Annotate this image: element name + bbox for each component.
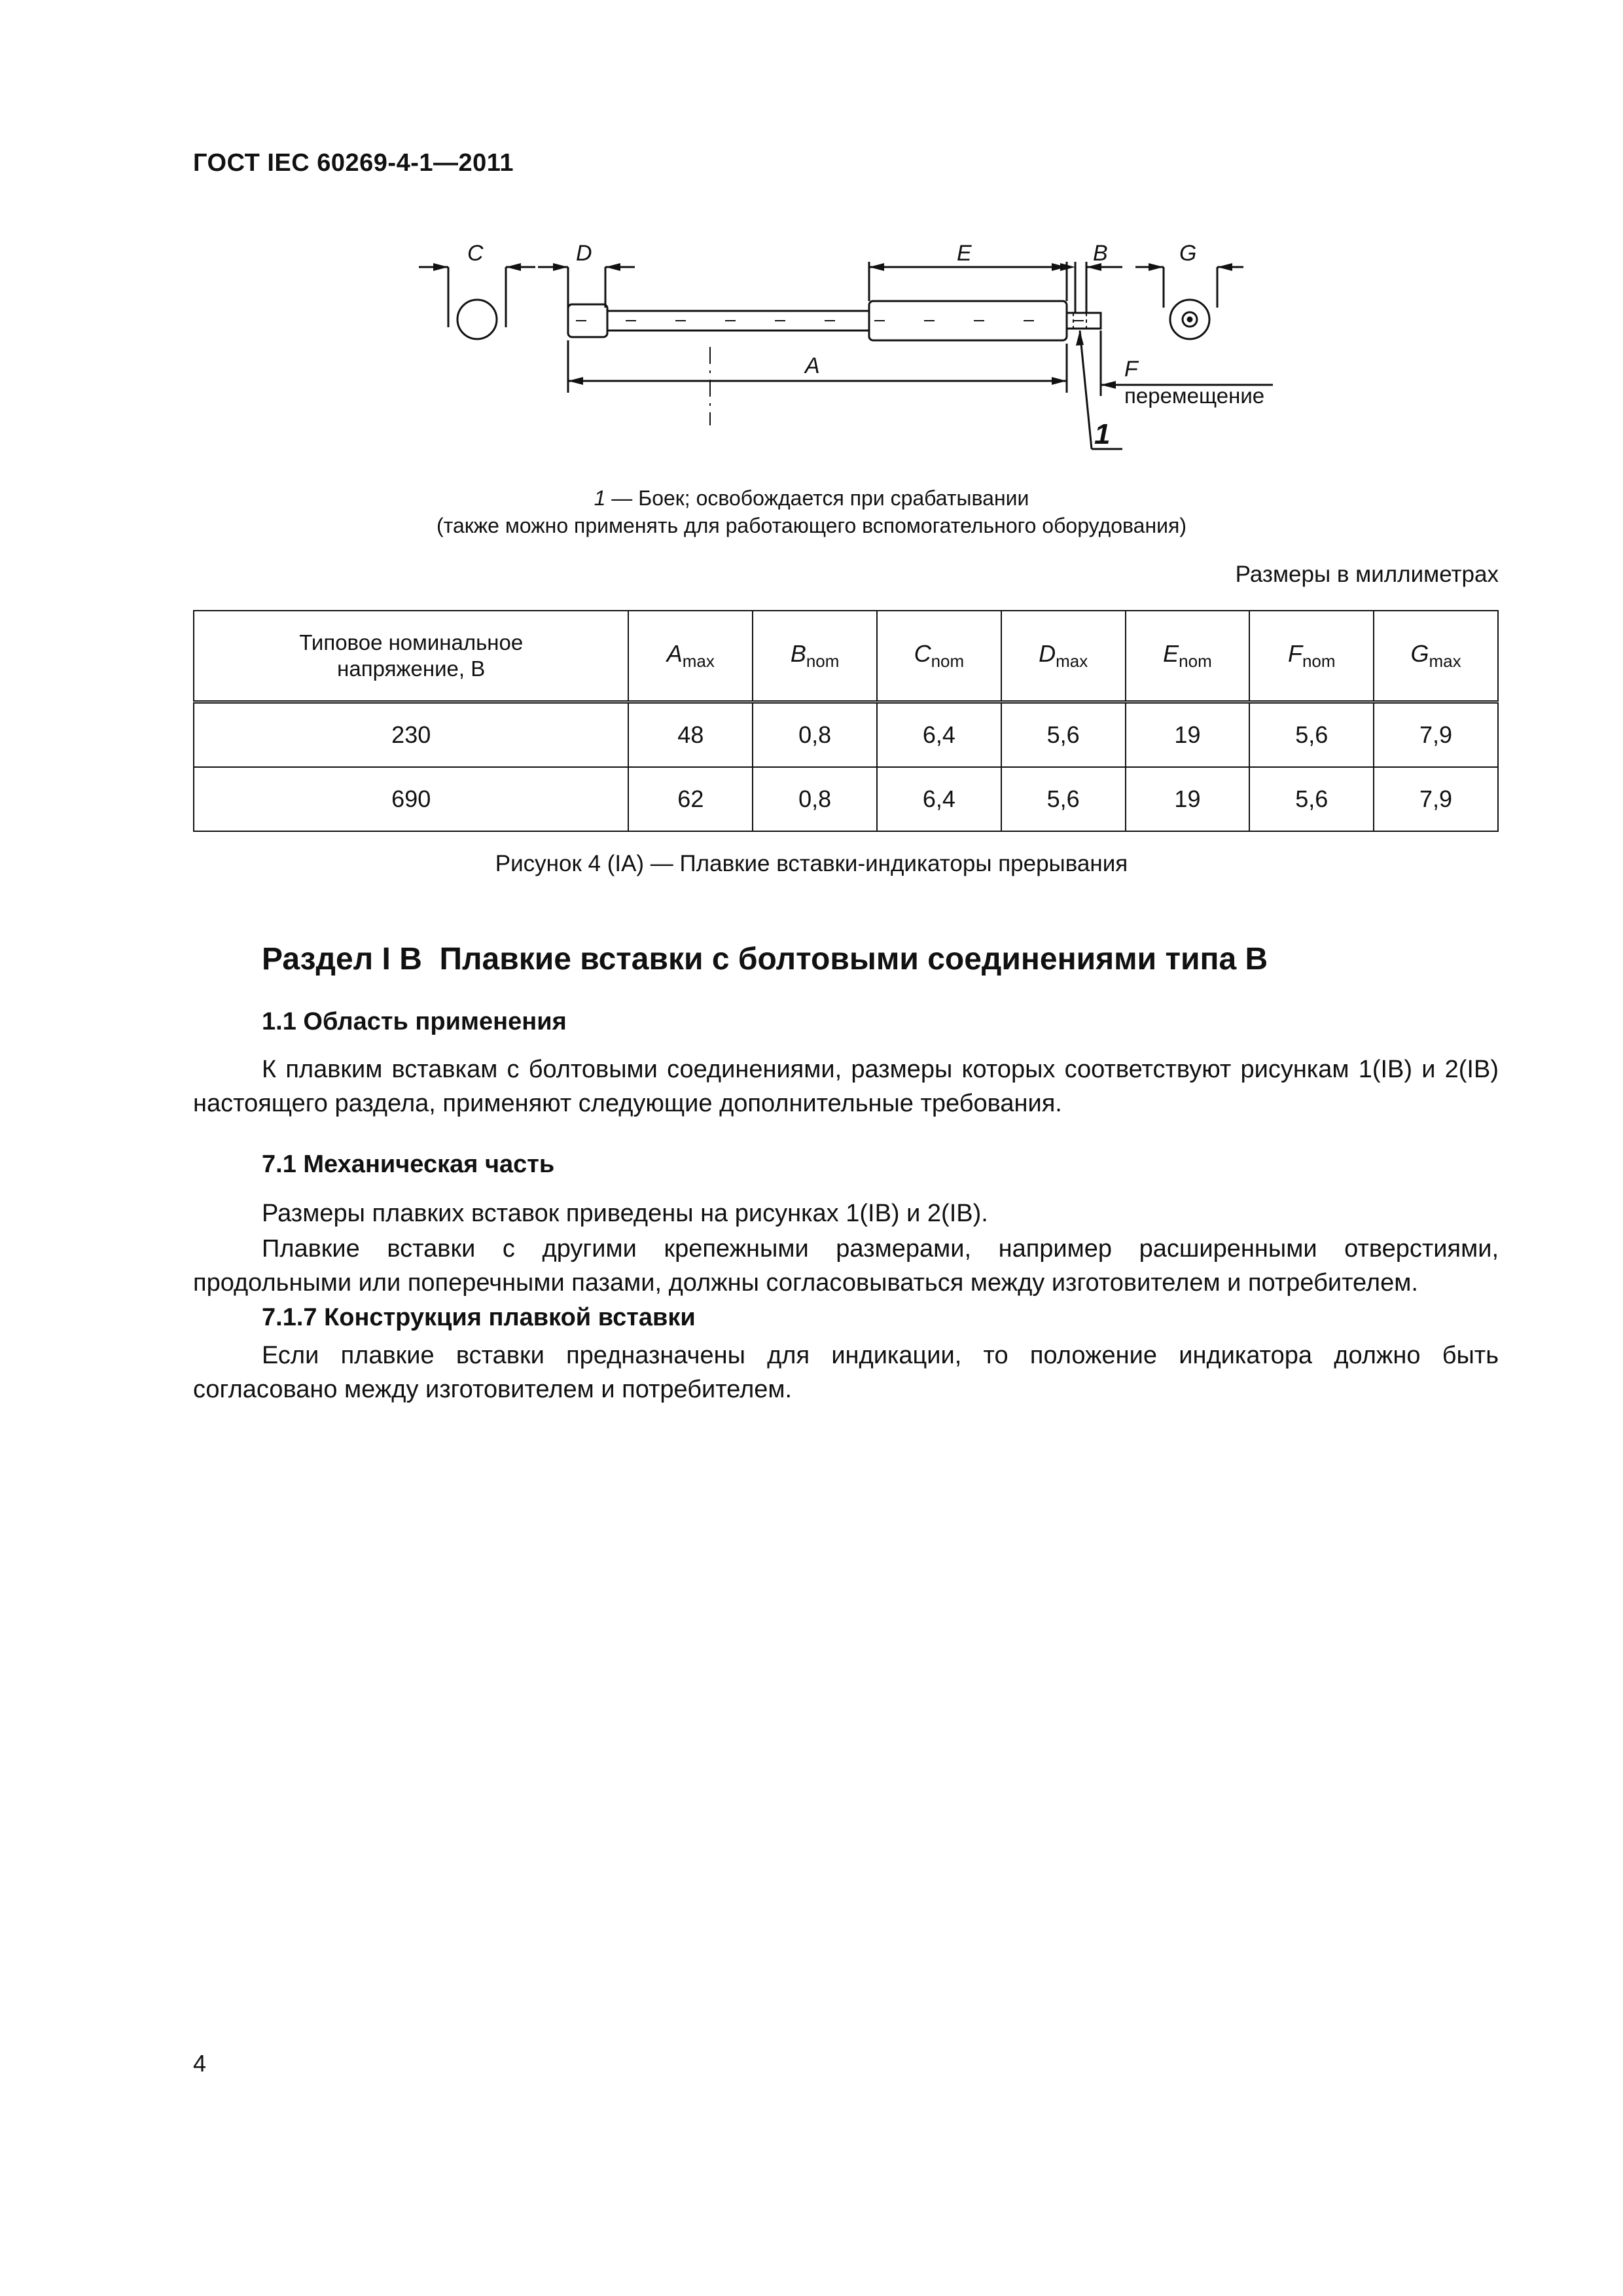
cell-value: 0,8 — [753, 702, 877, 768]
header-c-nom: $C_{nom}$ — [877, 611, 1001, 702]
document-header: ГОСТ IEC 60269-4-1—2011 — [193, 149, 514, 177]
dim-e — [869, 262, 1067, 301]
cell-value: 48 — [628, 702, 753, 768]
cell-value: 0,8 — [753, 767, 877, 831]
heading-construction: 7.1.7 Конструкция плавкой вставки — [262, 1304, 696, 1331]
cell-voltage: 230 — [194, 702, 628, 768]
cell-value: 19 — [1126, 767, 1250, 831]
fuse-indicator-drawing — [393, 236, 1322, 458]
cell-value: 7,9 — [1374, 702, 1498, 768]
cell-voltage: 690 — [194, 767, 628, 831]
end-view-circle-c — [457, 300, 497, 339]
cell-value: 6,4 — [877, 767, 1001, 831]
label-f: F — [1124, 357, 1138, 382]
units-note: Размеры в миллиметрах — [1235, 562, 1499, 587]
section-title: Раздел I B Плавкие вставки с болтовыми соединениями типа B — [262, 942, 1268, 977]
table-row — [194, 702, 1498, 768]
paragraph-mechanical-2: Плавкие вставки с другими крепежными размерами, например расширенными отверстиями, продольными или поперечными пазами, должны согласовываться между изготовителем и потребителем. — [193, 1235, 1499, 1297]
header-g-max: $G_{max}$ — [1374, 611, 1498, 702]
header-voltage: Типовое номинальное напряжение, В — [194, 611, 628, 702]
header-e-nom: $E_{nom}$ — [1126, 611, 1250, 702]
heading-mechanical: 7.1 Механическая часть — [262, 1151, 555, 1178]
paragraph-scope: К плавким вставкам с болтовыми соединениями, размеры которых соответствуют рисункам 1(IB) и 2(IB) настоящего раздела, применяют следующие дополнительные требования. — [193, 1056, 1499, 1117]
paragraph-construction: Если плавкие вставки предназначены для индикации, то положение индикатора должно быть согласовано между изготовителем и потребителем. — [193, 1342, 1499, 1403]
table-row — [194, 767, 1498, 831]
header-d-max: $D_{max}$ — [1001, 611, 1126, 702]
label-b: B — [1093, 241, 1108, 266]
label-movement: перемещение — [1124, 384, 1265, 408]
cell-value: 7,9 — [1374, 767, 1498, 831]
figure-legend — [0, 484, 1623, 539]
legend-number: 1 — [594, 486, 606, 510]
cell-value: 5,6 — [1249, 702, 1374, 768]
label-a: A — [805, 353, 820, 378]
heading-scope: 1.1 Область применения — [262, 1008, 567, 1035]
figure-caption: Рисунок 4 (IA) — Плавкие вставки-индикаторы прерывания — [495, 851, 1128, 876]
cell-value: 5,6 — [1001, 767, 1126, 831]
cell-value: 5,6 — [1249, 767, 1374, 831]
cell-value: 5,6 — [1001, 702, 1126, 768]
paragraph-mechanical-1: Размеры плавких вставок приведены на рисунках 1(IB) и 2(IB). — [262, 1200, 988, 1227]
legend-text: — Боек; освобождается при срабатывании — [605, 486, 1029, 510]
header-b-nom: $B_{nom}$ — [753, 611, 877, 702]
table-header-row — [194, 611, 1498, 702]
cell-value: 62 — [628, 767, 753, 831]
dim-g — [1135, 263, 1243, 308]
label-c: C — [467, 241, 484, 266]
label-d: D — [576, 241, 592, 266]
cell-value: 6,4 — [877, 702, 1001, 768]
cell-value: 19 — [1126, 702, 1250, 768]
legend-text-line2: (также можно применять для работающего вспомогательного оборудования) — [436, 514, 1186, 537]
label-e: E — [957, 241, 972, 266]
label-g: G — [1179, 241, 1197, 266]
dimensions-table — [193, 610, 1499, 832]
header-f-nom: $F_{nom}$ — [1249, 611, 1374, 702]
fuse-body — [568, 301, 1101, 340]
page-number: 4 — [193, 2050, 207, 2077]
dim-c — [419, 263, 535, 327]
label-callout: 1 — [1094, 418, 1111, 450]
header-a-max: $A_{max}$ — [628, 611, 753, 702]
dim-b — [1060, 262, 1122, 313]
